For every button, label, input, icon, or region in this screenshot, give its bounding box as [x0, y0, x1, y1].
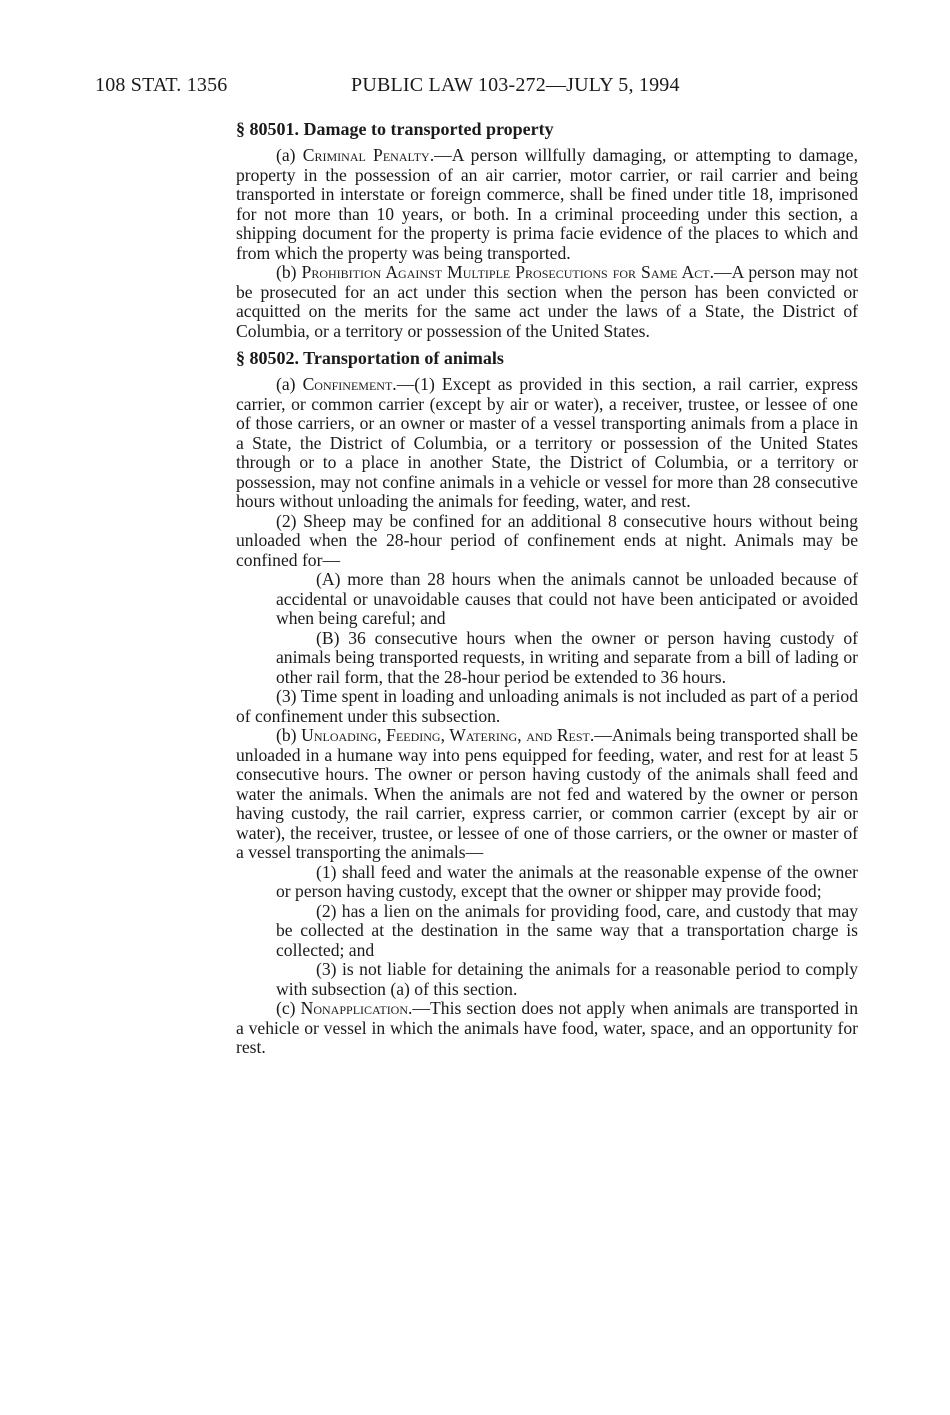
paragraph: (3) Time spent in loading and unloading animals is not included as part of a period of confinement under this subsection.: [236, 686, 858, 726]
section-heading: § 80501. Damage to transported property: [236, 119, 554, 139]
paragraph: (2) Sheep may be confined for an additional 8 consecutive hours without being unloaded when the 28-hour period of confinement ends at night. Animals may be confined for—: [236, 510, 858, 570]
subparagraph: (2) has a lien on the animals for providing food, care, and custody that may be collected at the destination in the same way that a transportation charge is collected; and: [276, 900, 858, 960]
paragraph: (b) Unloading, Feeding, Watering, and Rest.—Animals being transported shall be unloaded in a humane way into pens equipped for feeding, water, and rest for at least 5 consecutive hours. The owner or person having custody of the animals shall feed and water the animals. When the animals are not fed and watered by the owner or person having custody, the rail carrier, express carrier, or common carrier (except by air or water), the receiver, trustee, or lessee of one of those carriers, or the owner or master of a vessel transporting the animals—: [236, 725, 858, 862]
subsection-title: Criminal Penalty: [302, 145, 430, 165]
subsection-title: Confinement: [302, 374, 393, 394]
subparagraph: (B) 36 consecutive hours when the owner or person having custody of animals being transported requests, in writing and separate from a bill of lading or other rail form, that the 28-hour period be extended to 36 hours.: [276, 627, 858, 687]
body-text: [236, 118, 858, 1058]
subparagraph: (A) more than 28 hours when the animals cannot be unloaded because of accidental or unavoidable causes that could not have been anticipated or avoided when being careful; and: [276, 569, 858, 628]
subsection-title: Prohibition Against Multiple Prosecutions for Same Act: [301, 262, 710, 282]
subsection-title: Unloading, Feeding, Watering, and Rest: [301, 725, 590, 745]
paragraph: (c) Nonapplication.—This section does not apply when animals are transported in a vehicle or vessel in which the animals have food, water, space, and an opportunity for rest.: [236, 998, 858, 1057]
subparagraph: (1) shall feed and water the animals at the reasonable expense of the owner or person having custody, except that the owner or shipper may provide food;: [276, 861, 858, 901]
law-title: PUBLIC LAW 103-272—JULY 5, 1994: [351, 74, 680, 96]
paragraph: (b) Prohibition Against Multiple Prosecutions for Same Act.—A person may not be prosecuted for an act under this section when the person has been convicted or acquitted on the merits for the same act under the laws of a State, the District of Columbia, or a territory or possession of the United States.: [236, 262, 859, 341]
subparagraph: (3) is not liable for detaining the animals for a reasonable period to comply with subsection (a) of this section.: [276, 959, 858, 999]
running-header: [95, 74, 855, 104]
section-heading: § 80502. Transportation of animals: [236, 348, 504, 368]
stat-reference: 108 STAT. 1356: [95, 74, 228, 96]
paragraph: (a) Criminal Penalty.—A person willfully damaging, or attempting to damage, property in the possession of an air carrier, motor carrier, or rail carrier and being transported in interstate or foreign commerce, shall be fined under title 18, imprisoned for not more than 10 years, or both. In a criminal proceeding under this section, a shipping document for the property is prima facie evidence of the places to which and from which the property was being transported.: [236, 145, 858, 263]
paragraph: (a) Confinement.—(1) Except as provided in this section, a rail carrier, express carrier, or common carrier (except by air or water), a receiver, trustee, or lessee of one of those carriers, or an owner or master of a vessel transporting animals from a place in a State, the District of Columbia, or a territory or possession of the United States through or to a place in another State, the District of Columbia, or a territory or possession, may not confine animals in a vehicle or vessel for more than 28 consecutive hours without unloading the animals for feeding, water, and rest.: [236, 374, 858, 511]
subsection-title: Nonapplication: [300, 998, 409, 1018]
